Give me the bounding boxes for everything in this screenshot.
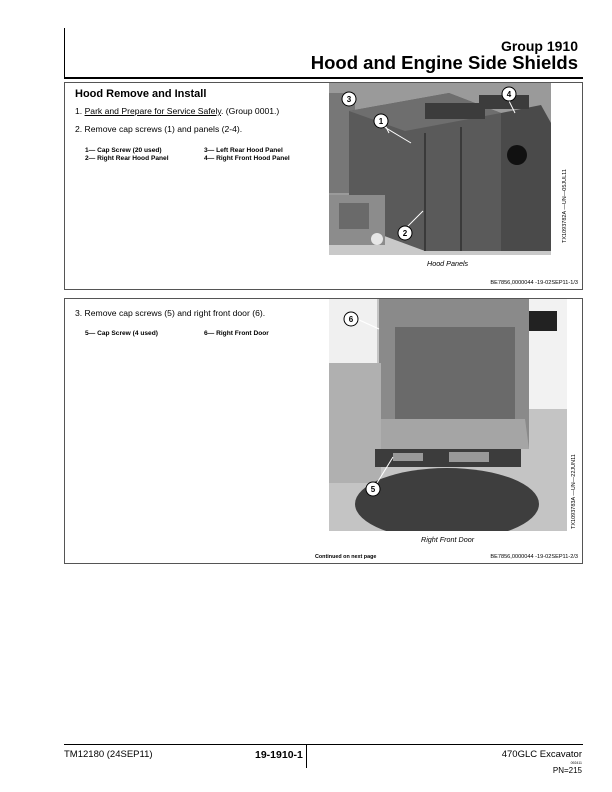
legend-col-2 <box>204 330 269 338</box>
right-front-door-section <box>64 298 583 564</box>
legend-col-2 <box>204 147 290 163</box>
header-underline <box>64 77 583 79</box>
legend-item: 5— Cap Screw (4 used) <box>85 330 158 337</box>
footer-divider <box>306 744 307 768</box>
step-3: 3. Remove cap screws (5) and right front door (6). <box>75 308 266 318</box>
date-code: 092411 <box>570 761 582 765</box>
right-front-door-photo <box>329 299 567 531</box>
section-title: Hood Remove and Install <box>75 88 207 100</box>
figure-caption: Right Front Door <box>421 535 475 544</box>
legend-col-1 <box>85 330 158 338</box>
group-label: Group 1910 <box>500 38 578 54</box>
step-1-rest: . (Group 0001.) <box>221 106 280 116</box>
callout-3 <box>342 92 356 106</box>
step-1-number: 1. <box>75 106 83 116</box>
figure-code: TX1093783A —UN—22JUN11 <box>571 454 577 529</box>
svg-text:4: 4 <box>506 90 512 99</box>
manual-id: TM12180 (24SEP11) <box>64 749 153 760</box>
legend-col-1 <box>85 147 169 163</box>
figure-caption: Hood Panels <box>427 259 469 268</box>
step-2: 2. Remove cap screws (1) and panels (2-4). <box>75 124 243 134</box>
svg-text:1: 1 <box>378 117 384 126</box>
header-rule <box>64 28 65 78</box>
figure-code: TX1093782A —UN—05JUL11 <box>562 169 568 243</box>
machine-model: 470GLC Excavator <box>501 749 582 760</box>
reference-id: BE7856,0000044 -19-02SEP11-2/3 <box>490 554 578 560</box>
pn-number: PN=215 <box>552 766 582 775</box>
callout-4 <box>502 87 516 101</box>
step-1 <box>75 106 279 116</box>
svg-text:5: 5 <box>370 485 376 494</box>
legend-item: 4— Right Front Hood Panel <box>204 155 290 162</box>
hood-panels-illustration <box>329 83 551 255</box>
hood-panels-photo <box>329 83 551 255</box>
right-front-door-illustration <box>329 299 567 531</box>
park-and-prepare-link[interactable]: Park and Prepare for Service Safely <box>84 106 222 116</box>
callout-2 <box>398 226 412 240</box>
svg-text:3: 3 <box>346 95 352 104</box>
footer-rule <box>64 744 583 745</box>
hood-remove-section <box>64 82 583 290</box>
continued-note: Continued on next page <box>315 554 377 560</box>
callout-6 <box>344 312 358 326</box>
legend-item: 3— Left Rear Hood Panel <box>204 147 283 154</box>
svg-text:6: 6 <box>348 315 354 324</box>
legend-item: 1— Cap Screw (20 used) <box>85 147 162 154</box>
legend-item: 6— Right Front Door <box>204 330 269 337</box>
reference-id: BE7856,0000044 -19-02SEP11-1/3 <box>490 280 578 286</box>
legend-item: 2— Right Rear Hood Panel <box>85 155 169 162</box>
svg-text:2: 2 <box>402 229 408 238</box>
callout-5 <box>366 482 380 496</box>
callout-1 <box>374 114 388 128</box>
page-title: Hood and Engine Side Shields <box>310 52 578 73</box>
page-number: 19-1910-1 <box>255 749 303 761</box>
